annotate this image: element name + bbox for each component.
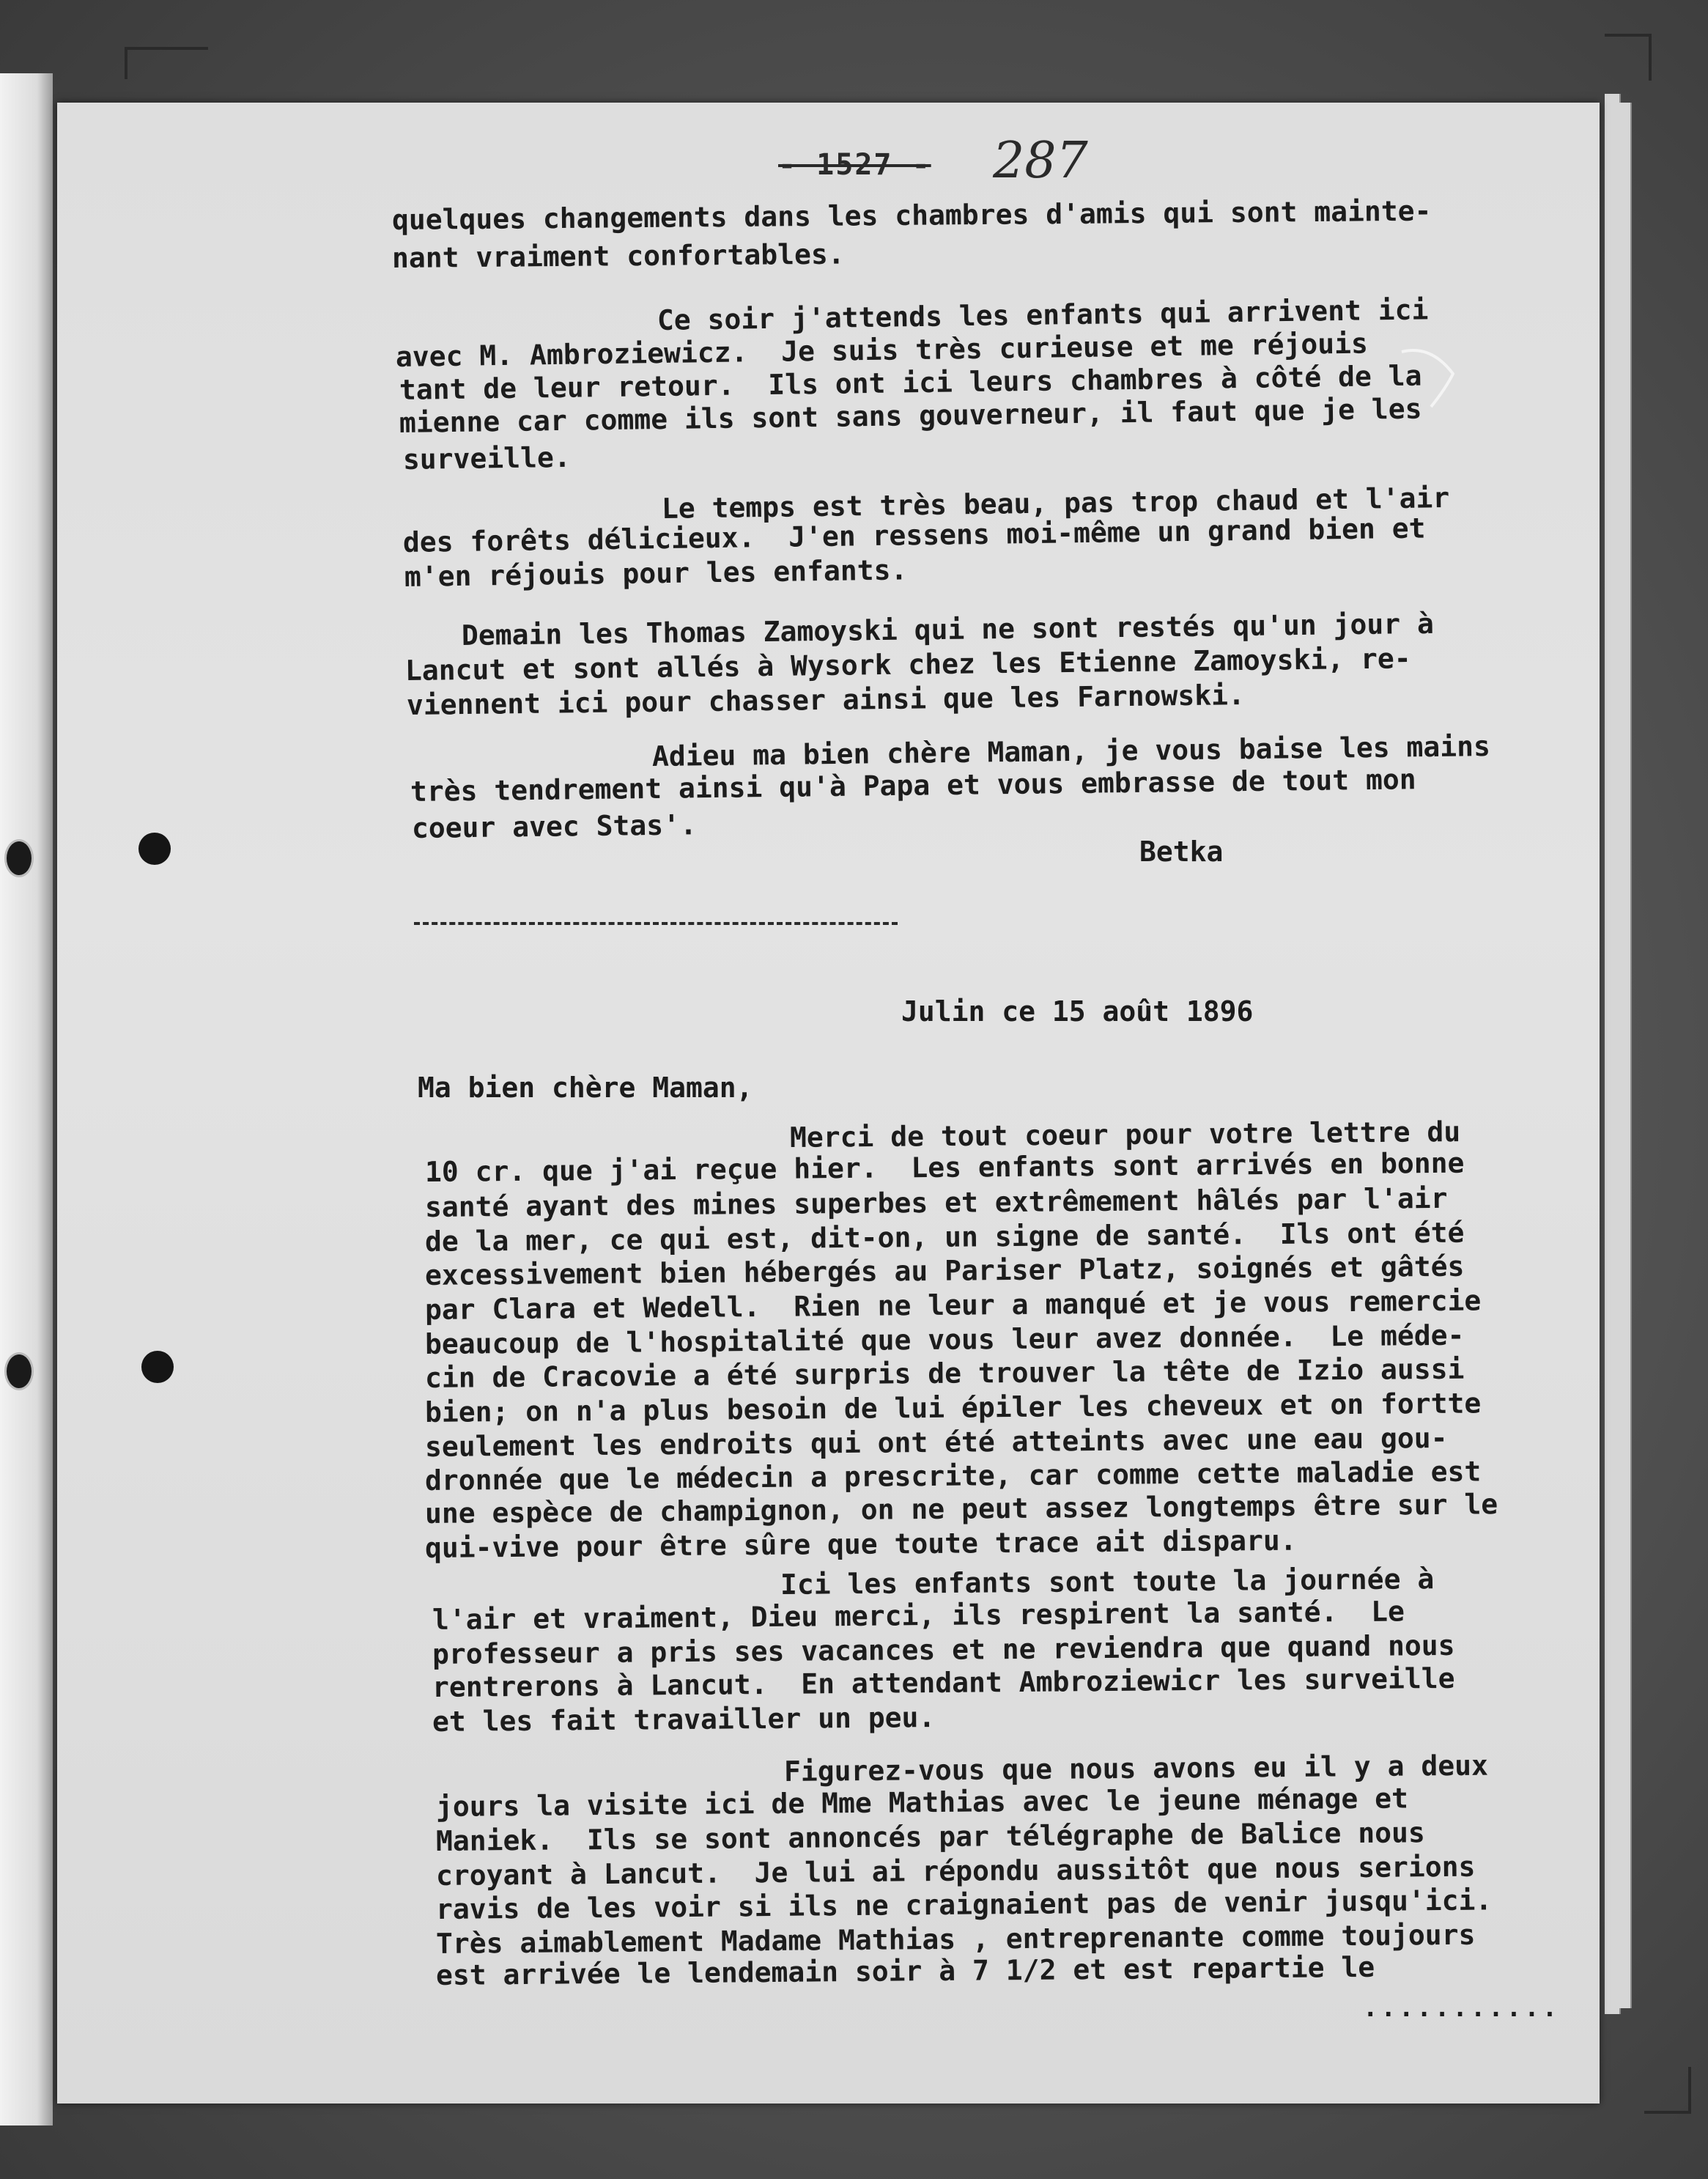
page-number: - 1527 - bbox=[778, 148, 931, 182]
text-line: et les fait travailler un peu. bbox=[432, 1701, 936, 1738]
crop-mark bbox=[1644, 2067, 1691, 2114]
text-line: l'air et vraiment, Dieu merci, ils respirent la santé. Le bbox=[432, 1595, 1405, 1636]
text-line: jours la visite ici de Mme Mathias avec le jeune ménage et bbox=[435, 1782, 1409, 1823]
text-line: mienne car comme ils sont sans gouverneur, il faut que je les bbox=[399, 392, 1422, 439]
text-line: est arrivée le lendemain soir à 7 1/2 et est repartie le bbox=[435, 1950, 1375, 1991]
text-line: de la mer, ce qui est, dit-on, un signe de santé. Ils ont été bbox=[424, 1216, 1465, 1258]
binder-hole bbox=[4, 1352, 34, 1390]
text-line: par Clara et Wedell. Rien ne leur a manqué et je vous remercie bbox=[424, 1284, 1482, 1326]
crop-mark bbox=[125, 47, 208, 79]
text-line: beaucoup de l'hospitalité que vous leur avez donnée. Le méde- bbox=[424, 1319, 1465, 1360]
text-line: 10 cr. que j'ai reçue hier. Les enfants sont arrivés en bonne bbox=[424, 1146, 1465, 1188]
text-line: une espèce de champignon, on ne peut assez longtemps être sur le bbox=[424, 1488, 1498, 1530]
text-line: tant de leur retour. Ils ont ici leurs chambres à côté de la bbox=[399, 359, 1422, 406]
text-line: Demain les Thomas Zamoyski qui ne sont restés qu'un jour à bbox=[461, 607, 1435, 652]
letter-separator bbox=[414, 922, 898, 925]
text-line: quelques changements dans les chambres d'amis qui sont mainte- bbox=[391, 194, 1432, 236]
continuation-dots: ........... bbox=[1363, 1994, 1561, 2023]
binder-strip bbox=[0, 73, 53, 2125]
binder-hole bbox=[4, 839, 34, 877]
text-line: bien; on n'a plus besoin de lui épiler les cheveux et on fortte bbox=[424, 1387, 1482, 1428]
text-line: nant vraiment confortables. bbox=[391, 237, 845, 274]
text-line: excessivement bien hébergés au Pariser Platz, soignés et gâtés bbox=[424, 1250, 1465, 1291]
handwritten-page-number: 287 bbox=[993, 132, 1088, 190]
text-line: très tendrement ainsi qu'à Papa et vous embrasse de tout mon bbox=[410, 763, 1416, 808]
crop-mark bbox=[1605, 34, 1652, 81]
page-stack-edge bbox=[1616, 103, 1632, 2008]
text-line: cin de Cracovie a été surpris de trouver la tête de Izio aussi bbox=[424, 1352, 1465, 1394]
text-line: croyant à Lancut. Je lui ai répondu aussitôt que nous serions bbox=[435, 1850, 1476, 1892]
date-line: Julin ce 15 août 1896 bbox=[901, 995, 1254, 1028]
punch-hole bbox=[138, 833, 171, 865]
text-line: m'en réjouis pour les enfants. bbox=[404, 553, 908, 593]
text-line: Ce soir j'attends les enfants qui arrivent ici bbox=[657, 293, 1429, 336]
text-line: Le temps est très beau, pas trop chaud et l'air bbox=[661, 481, 1450, 525]
text-line: Adieu ma bien chère Maman, je vous baise les mains bbox=[651, 730, 1491, 773]
text-line: Figurez-vous que nous avons eu il y a deux bbox=[783, 1749, 1489, 1788]
text-line: dronnée que le médecin a prescrite, car comme cette maladie est bbox=[424, 1455, 1482, 1497]
signature: Betka bbox=[1139, 836, 1224, 868]
text-line: des forêts délicieux. J'en ressens moi-même un grand bien et bbox=[402, 512, 1426, 558]
text-line: santé ayant des mines superbes et extrêmement hâlés par l'air bbox=[424, 1181, 1448, 1223]
punch-hole bbox=[141, 1351, 174, 1383]
salutation: Ma bien chère Maman, bbox=[418, 1072, 753, 1104]
text-line: Merci de tout coeur pour votre lettre du bbox=[789, 1116, 1461, 1154]
text-line: coeur avec Stas'. bbox=[411, 808, 698, 844]
text-line: viennent ici pour chasser ainsi que les Farnowski. bbox=[406, 679, 1246, 721]
text-line: Lancut et sont allés à Wysork chez les Etienne Zamoyski, re- bbox=[404, 642, 1411, 687]
text-line: avec M. Ambroziewicz. Je suis très curieuse et me réjouis bbox=[395, 327, 1369, 373]
text-line: Très aimablement Madame Mathias , entreprenante comme toujours bbox=[435, 1918, 1476, 1960]
text-line: seulement les endroits qui ont été atteints avec une eau gou- bbox=[424, 1421, 1448, 1463]
text-line: surveille. bbox=[402, 440, 572, 476]
text-line: rentrerons à Lancut. En attendant Ambroziewicr les surveille bbox=[432, 1662, 1455, 1703]
text-line: Maniek. Ils se sont annoncés par télégraphe de Balice nous bbox=[435, 1816, 1425, 1857]
text-line: qui-vive pour être sûre que toute trace ait disparu. bbox=[424, 1524, 1297, 1564]
text-line: professeur a pris ses vacances et ne reviendra que quand nous bbox=[432, 1629, 1455, 1670]
text-line: Ici les enfants sont toute la journée à bbox=[780, 1563, 1435, 1601]
text-line: ravis de les voir si ils ne craignaient pas de venir jusqu'ici. bbox=[435, 1884, 1493, 1925]
